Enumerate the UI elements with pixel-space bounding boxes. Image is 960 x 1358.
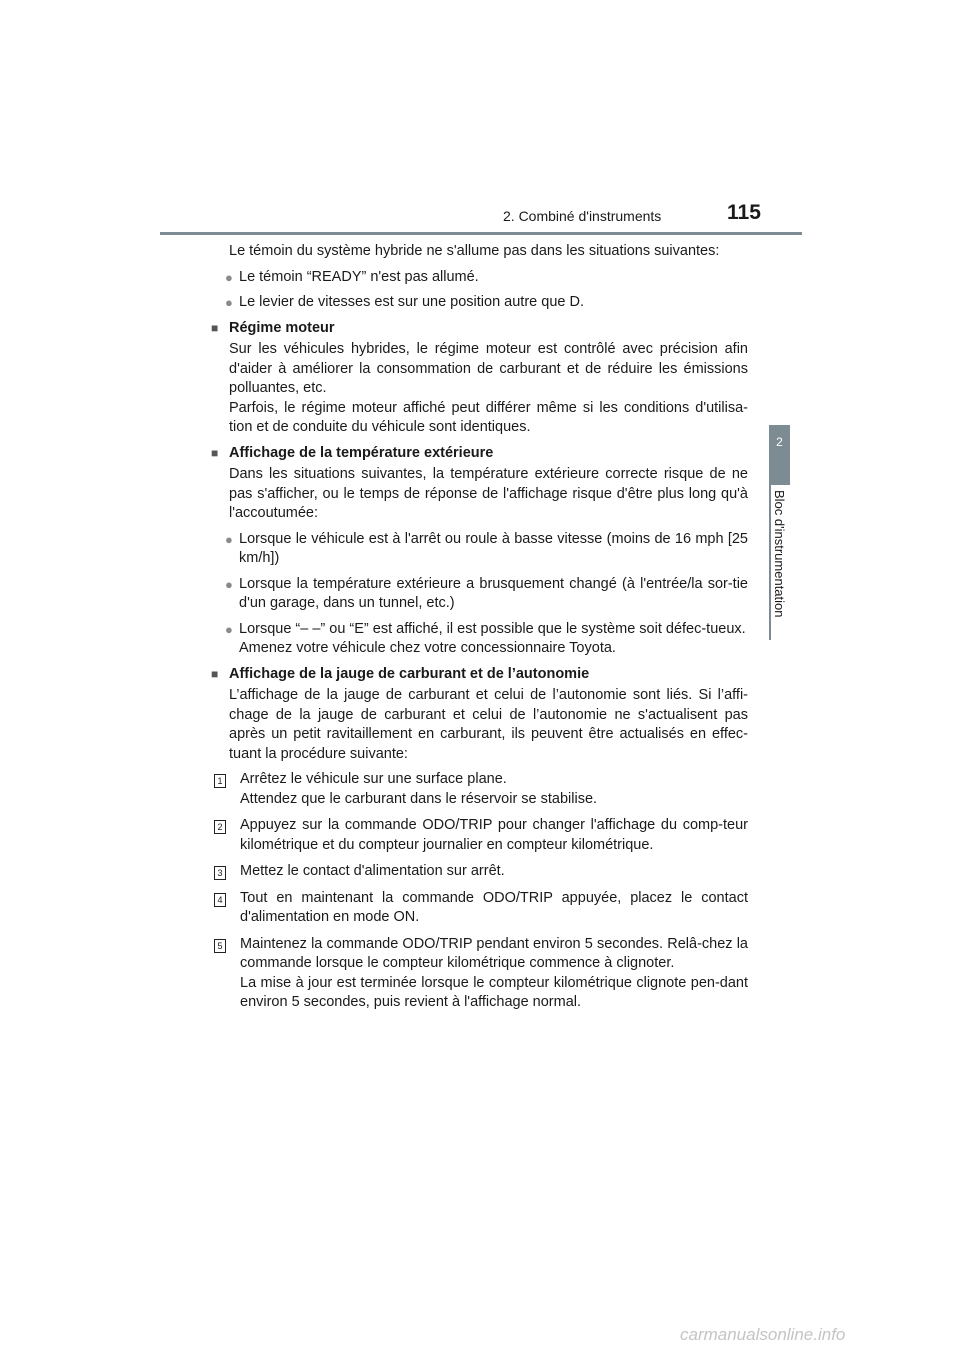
step-number-badge: 4 xyxy=(214,893,226,907)
side-rule xyxy=(769,485,771,640)
page-number: 115 xyxy=(727,201,761,224)
procedure-step: 1 Arrêtez le véhicule sur une surface plane. Attendez que le carburant dans le réservoir se stabilise. xyxy=(214,770,748,809)
bullet-icon: ● xyxy=(225,295,233,310)
list-item: ● Le levier de vitesses est sur une position autre que D. xyxy=(225,293,748,313)
list-item: ● Lorsque le véhicule est à l'arrêt ou roule à basse vitesse (moins de 16 mph [25 km/h]) xyxy=(225,530,748,569)
square-bullet-icon: ■ xyxy=(211,320,219,335)
section-paragraph: L’affichage de la jauge de carburant et celui de l’autonomie sont liés. Si l’affi-chage de la jauge de carburant et celui de l’autonomie ne s'actualisent pas après un petit ravitaillement en carburant, ils peuvent être actualisés en effec-tuant la procédure suivante: xyxy=(229,687,748,762)
header-section-title: 2. Combiné d'instruments xyxy=(503,208,662,224)
procedure-step: 3 Mettez le contact d'alimentation sur arrêt. xyxy=(214,862,748,882)
section-paragraph: Sur les véhicules hybrides, le régime moteur est contrôlé avec précision afin d'aider à améliorer la consommation de carburant et de réduire les émissions polluantes, etc. xyxy=(229,341,748,396)
bullet-icon: ● xyxy=(225,531,233,547)
square-bullet-icon: ■ xyxy=(211,445,219,460)
section-paragraph: Parfois, le régime moteur affiché peut différer même si les conditions d'utilisa-tion et de conduite du véhicule sont identiques. xyxy=(229,399,748,435)
section-paragraph: Dans les situations suivantes, la température extérieure correcte risque de ne pas s'afficher, ou le temps de réponse de l'affichage risque d'être plus long qu'à l'accoutumée: xyxy=(229,466,748,521)
bullet-icon: ● xyxy=(225,621,233,637)
header-rule xyxy=(160,232,802,235)
side-tab-label: Bloc d'instrumentation xyxy=(772,490,787,618)
watermark: carmanualsonline.info xyxy=(680,1325,846,1344)
bullet-icon: ● xyxy=(225,269,233,285)
side-tab xyxy=(769,425,790,485)
step-number-badge: 5 xyxy=(214,939,226,953)
side-tab-number: 2 xyxy=(776,435,783,449)
procedure-step: 2 Appuyez sur la commande ODO/TRIP pour changer l'affichage du comp-teur kilométrique et du compteur journalier en compteur kilométrique. xyxy=(214,816,748,855)
list-item: ● Le témoin “READY” n'est pas allumé. xyxy=(225,268,748,288)
section-heading: ■ Affichage de la température extérieure xyxy=(211,444,748,464)
procedure-step: 4 Tout en maintenant la commande ODO/TRIP appuyée, placez le contact d'alimentation en mode ON. xyxy=(214,889,748,928)
list-item: ● Lorsque la température extérieure a brusquement changé (à l'entrée/la sor-tie d'un garage, dans un tunnel, etc.) xyxy=(225,575,748,614)
step-number-badge: 3 xyxy=(214,866,226,880)
step-number-badge: 2 xyxy=(214,820,226,834)
square-bullet-icon: ■ xyxy=(211,666,219,681)
page-content xyxy=(211,242,748,1020)
list-item-continuation: Amenez votre véhicule chez votre concessionnaire Toyota. xyxy=(239,640,616,656)
bullet-icon: ● xyxy=(225,576,233,592)
section-heading: ■ Affichage de la jauge de carburant et de l’autonomie xyxy=(211,665,748,685)
section-heading: ■ Régime moteur xyxy=(211,319,748,339)
list-item: ● Lorsque “– –” ou “E” est affiché, il est possible que le système soit défec-tueux. xyxy=(225,620,748,640)
intro-paragraph: Le témoin du système hybride ne s'allume pas dans les situations suivantes: xyxy=(229,243,720,259)
step-number-badge: 1 xyxy=(214,774,226,788)
procedure-step: 5 Maintenez la commande ODO/TRIP pendant environ 5 secondes. Relâ-chez la commande lorsque le compteur kilométrique commence à clignoter. La mise à jour est terminée lorsque le compteur kilométrique clignote pen-dant environ 5 secondes, puis revient à l'affichage normal. xyxy=(214,935,748,1013)
